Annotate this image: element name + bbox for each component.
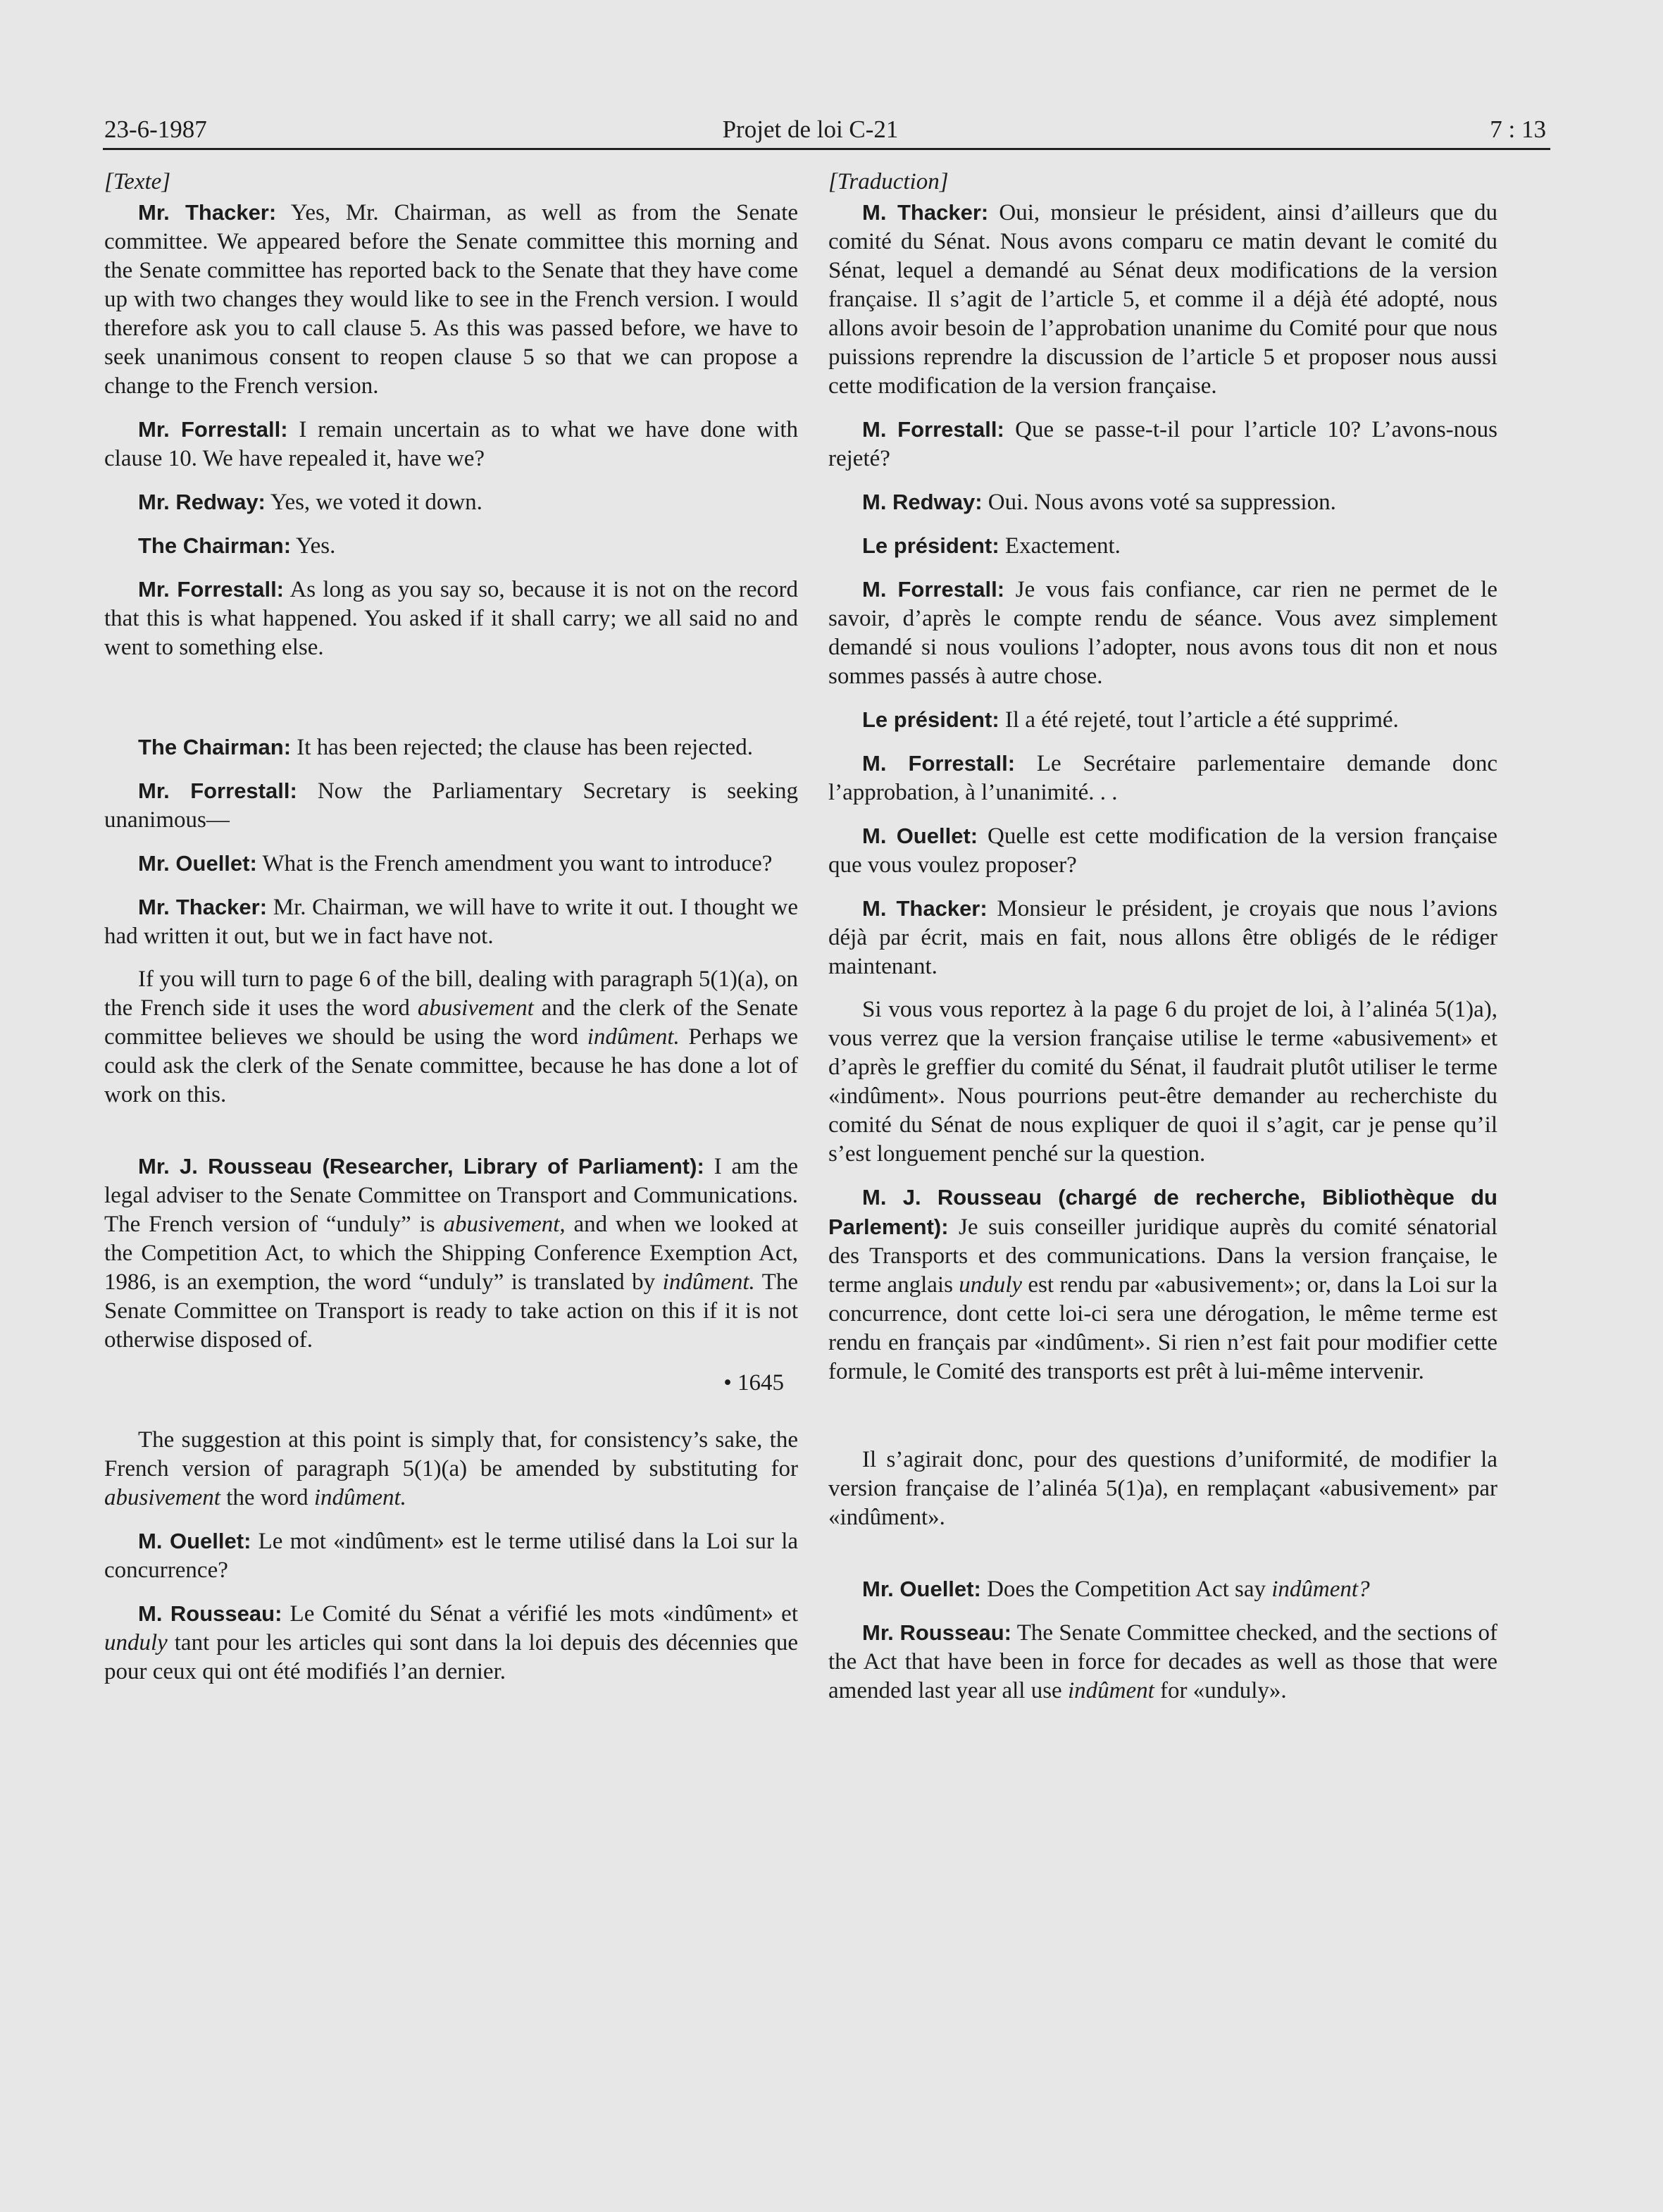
spacer [104,1124,798,1152]
paragraph [104,965,798,1110]
left-column [104,168,798,1701]
paragraph [828,894,1497,981]
paragraph-text: I remain uncertain as to what we have done with clause 10. We have repealed it, have we? [104,417,798,471]
paragraph-text: Yes, we voted it down. [265,490,482,515]
language-tag-left: [Texte] [104,169,171,194]
paragraph-text: What is the French amendment you want to introduce? [256,851,773,876]
paragraph [104,776,798,835]
paragraph [828,487,1497,517]
paragraph-text: The Senate Committee on Transport is ready to take action on this if it is not otherwise disposed of. [104,1269,798,1353]
paragraph [104,575,798,662]
speaker-name: Mr. Forrestall: [138,778,297,803]
paragraph [828,821,1497,880]
paragraph-text: Yes. [291,533,336,559]
speaker-name: Mr. Forrestall: [138,417,288,442]
speaker-name: Le président: [862,707,999,732]
spacer [104,676,798,733]
emphasis-term: abusivement [417,995,534,1021]
speaker-name: M. Forrestall: [862,751,1016,776]
emphasis-term: unduly [959,1272,1023,1298]
speaker-name: Mr. Ouellet: [138,851,257,876]
speaker-name: M. Redway: [862,490,983,514]
paragraph [828,1618,1497,1705]
paragraph-text: Now the Parliamentary Secretary is seeking unanimous— [104,778,798,833]
paragraph [828,198,1497,401]
spacer [828,1546,1497,1574]
speaker-name: The Chairman: [138,533,292,558]
emphasis-term: unduly [104,1630,168,1655]
paragraph-text: It has been rejected; the clause has been rejected. [291,735,754,760]
paragraph-text: The suggestion at this point is simply that, for consistency’s sake, the French version of paragraph 5(1)(a) be amended by substituting for [104,1427,798,1481]
language-tag-right: [Traduction] [828,169,949,194]
paragraph-text: Mr. Chairman, we will have to write it out. I thought we had written it out, but we in fact have not. [104,895,798,949]
speaker-name: Le président: [862,533,999,558]
paragraph-text: The Senate Committee checked, and the sections of the Act that have been in force for decades as well as those that were amended last year all use [828,1620,1497,1703]
speaker-name: M. Rousseau: [138,1601,282,1626]
paragraph-text: tant pour les articles qui sont dans la loi depuis des décennies que pour ceux qui ont été modifiés l’an dernier. [104,1630,798,1684]
header-page-number: 7 : 13 [1490,116,1546,143]
spacer [828,1400,1497,1446]
speaker-name: Mr. Rousseau: [862,1620,1011,1645]
paragraph-text: Que se passe-t-il pour l’article 10? L’avons-nous rejeté? [828,417,1497,471]
emphasis-term: indûment. [662,1269,755,1295]
speaker-name: Mr. Thacker: [138,200,277,225]
paragraph [104,487,798,517]
speaker-name: Mr. J. Rousseau (Researcher, Library of Parliament): [138,1154,704,1179]
speaker-name: M. Thacker: [862,896,988,921]
paragraph-text: I am the legal adviser to the Senate Committee on Transport and Communications. The French version of “unduly” is [104,1154,798,1237]
emphasis-term: abusivement [104,1485,220,1510]
speaker-name: M. Forrestall: [862,417,1004,442]
paragraph-text: the word [220,1485,314,1510]
emphasis-term: indûment [1067,1678,1154,1703]
right-column [828,168,1497,1720]
paragraph-text: and the clerk of the Senate committee believes we should be using the word [104,995,798,1050]
speaker-name: Mr. Thacker: [138,895,268,919]
paragraph [828,749,1497,807]
header-title: Projet de loi C-21 [722,116,899,143]
paragraph [104,893,798,951]
paragraph [104,198,798,401]
speaker-name: Mr. Ouellet: [862,1577,981,1601]
emphasis-term: abusivement, [443,1212,566,1237]
paragraph-text: and when we looked at the Competition Act, to which the Shipping Conference Exemption Act, 1986, is an exemption, the word “unduly” is translated by [104,1212,798,1295]
paragraph [828,531,1497,561]
paragraph-text: est rendu par «abusivement»; or, dans la Loi sur la concurrence, dont cette loi-ci sera une dérogation, le même terme est rendu en français par «indûment». Si rien n’est fait pour modifier cette formule, le Comité des transports est prêt à lui-même intervenir. [828,1272,1497,1384]
paragraph-text: Monsieur le président, je croyais que nous l’avions déjà par écrit, mais en fait, nous allons être obligés de le rédiger maintenant. [828,896,1497,979]
paragraph [828,705,1497,735]
speaker-name: Mr. Forrestall: [138,577,285,602]
emphasis-term: indûment? [1271,1577,1370,1602]
paragraph [104,733,798,762]
emphasis-term: indûment. [587,1024,680,1050]
speaker-name: The Chairman: [138,735,292,759]
emphasis-term: indûment. [313,1485,406,1510]
paragraph-text: Yes, Mr. Chairman, as well as from the Senate committee. We appeared before the Senate committee this morning and the Senate committee has reported back to the Senate that they have come up with two changes they would like to see in the French version. I would therefore ask you to call clause 5. As this was passed before, we have to seek unanimous consent to reopen clause 5 so that we can propose a change to the French version. [104,200,799,399]
paragraph [828,575,1497,691]
header-rule [103,148,1550,150]
paragraph-text: Il a été rejeté, tout l’article a été supprimé. [999,707,1399,733]
paragraph [828,415,1497,473]
paragraph-text: Quelle est cette modification de la version française que vous voulez proposer? [828,824,1497,878]
paragraph-text: Le Secrétaire parlementaire demande donc l’approbation, à l’unanimité. . . [828,751,1497,805]
paragraph-text: Il s’agirait donc, pour des questions d’uniformité, de modifier la version française de l’alinéa 5(1)a), en remplaçant «abusivement» par «indûment». [828,1447,1497,1530]
speaker-name: Mr. Redway: [138,490,266,514]
paragraph-text: Je vous fais confiance, car rien ne permet de le savoir, d’après le compte rendu de séance. Vous avez simplement demandé si nous voulions l’adopter, nous avons tous dit non et nous sommes passés à autre chose. [828,577,1497,689]
time-marker: • 1645 [723,1370,784,1396]
paragraph [104,531,798,561]
paragraph-text: Exactement. [999,533,1121,559]
paragraph [828,1183,1497,1386]
paragraph [104,1426,798,1512]
speaker-name: M. Forrestall: [862,577,1005,602]
paragraph [104,1599,798,1686]
paragraph-text: for «unduly». [1154,1678,1287,1703]
paragraph-text: Oui. Nous avons voté sa suppression. [982,490,1336,515]
speaker-name: M. J. Rousseau (chargé de recherche, Bibliothèque du Parlement): [828,1185,1497,1239]
header-date: 23-6-1987 [104,116,207,143]
speaker-name: M. Ouellet: [862,824,978,848]
paragraph-text: Je suis conseiller juridique auprès du comité sénatorial des Transports et des communications. Dans la version française, le terme anglais [828,1214,1497,1298]
paragraph-text: If you will turn to page 6 of the bill, dealing with paragraph 5(1)(a), on the French side it uses the word [104,967,798,1021]
paragraph [104,415,798,473]
paragraph-text: Si vous vous reportez à la page 6 du projet de loi, à l’alinéa 5(1)a), vous verrez que la version française utilise le terme «abusivement» et d’après le greffier du comité du Sénat, il faudrait plutôt utiliser le terme «indûment». Nous pourrions peut-être demander au recherchiste du comité du Sénat de nous expliquer de quoi il s’agit, car je pense qu’il s’est longuement penché sur la question. [828,997,1497,1167]
paragraph [104,1152,798,1355]
paragraph [104,849,798,878]
speaker-name: M. Ouellet: [138,1529,251,1553]
paragraph-text: Perhaps we could ask the clerk of the Senate committee, because he has done a lot of work on this. [104,1024,798,1107]
paragraph [828,1574,1497,1604]
paragraph-text: Does the Competition Act say [980,1577,1272,1602]
paragraph [828,995,1497,1169]
paragraph [104,1527,798,1585]
paragraph-text: Oui, monsieur le président, ainsi d’ailleurs que du comité du Sénat. Nous avons comparu ce matin devant le comité du Sénat, lequel a demandé au Sénat deux modifications de la version française. Il s’agit de l’article 5, et comme il a déjà été adopté, nous allons avoir besoin de l’approbation unanime du Comité pour que nous puissions reprendre la discussion de l’article 5 et proposer nous aussi cette modification de la version française. [828,200,1498,399]
paragraph-text: Le Comité du Sénat a vérifié les mots «indûment» et [282,1601,798,1627]
paragraph [828,1446,1497,1532]
speaker-name: M. Thacker: [862,200,989,225]
paragraph-text: As long as you say so, because it is not on the record that this is what happened. You asked if it shall carry; we all said no and went to something else. [104,577,798,660]
paragraph-text: Le mot «indûment» est le terme utilisé dans la Loi sur la concurrence? [104,1529,799,1583]
